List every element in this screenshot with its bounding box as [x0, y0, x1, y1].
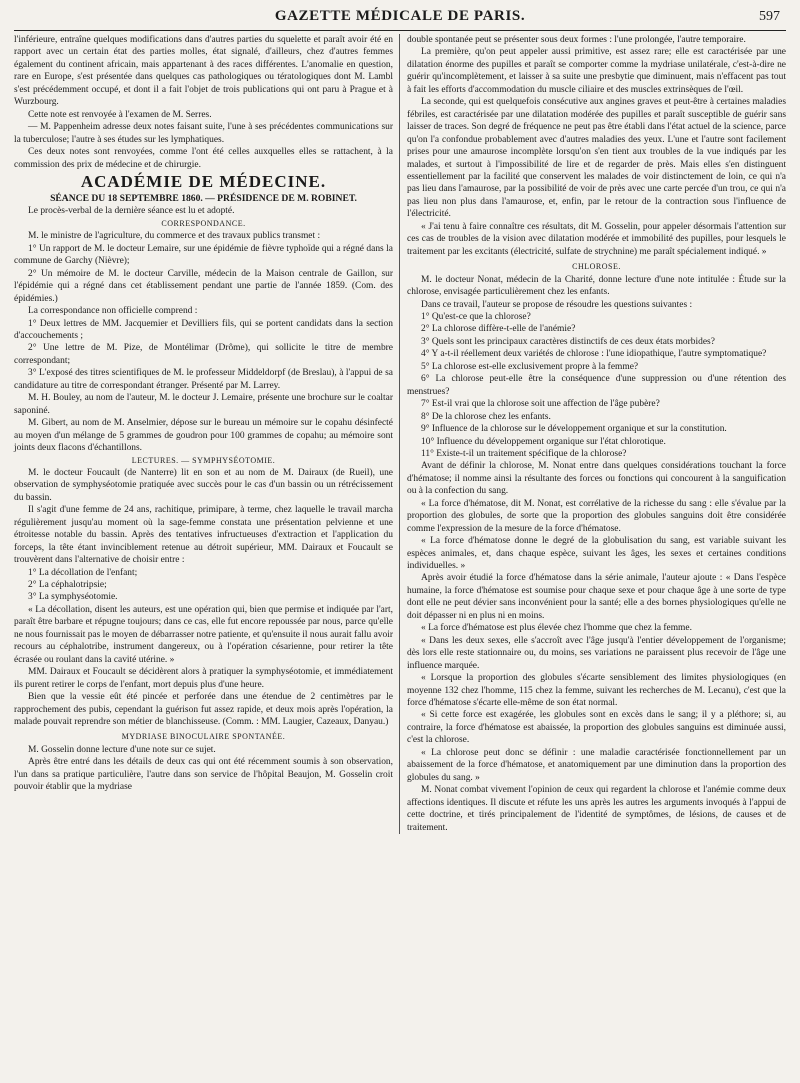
subheading-correspondance: CORRESPONDANCE. [161, 218, 246, 228]
question-item: 1° Qu'est-ce que la chlorose? [421, 311, 531, 322]
seance-heading: SÉANCE DU 18 SEPTEMBRE 1860. — PRÉSIDENCE DE M. ROBINET. [50, 192, 357, 204]
running-header [14, 6, 786, 31]
paragraph: Après avoir étudié la force d'hématose dans la série animale, l'auteur ajoute : « Dans l'espèce humaine, la force d'hématose est soumise pour chaque sexe et pour chaque âge à une sorte de type dont elle ne peut dévier sans inconvénient pour la santé; elle a des bornes physiologiques qu'elle ne doit dépasser ni en plus ni en moins. [407, 573, 786, 621]
paragraph: « Lorsque la proportion des globules s'écarte sensiblement des limites physiologiques (en moyenne 132 chez l'homme, 115 chez la femme, suivant les recherches de M. Lecanu), c'est que la force d'hématose s'écarte elle-même de son état normal. [407, 673, 786, 709]
list-item: 3° L'exposé des titres scientifiques de M. le professeur Middeldorpf (de Breslau), à l'appui de sa candidature au titre de correspondant étranger. Présenté par M. Larrey. [14, 368, 393, 391]
paragraph: La correspondance non officielle comprend : [28, 306, 198, 317]
paragraph: « Dans les deux sexes, elle s'accroît avec l'âge jusqu'à l'entier développement de l'organisme; dès lors elle reste stationnaire ou, du moins, ses variations ne paraissent plus recevoir de l'âge une influence marquée. [407, 635, 786, 671]
paragraph: « La force d'hématose donne le degré de la globulisation du sang, est variable suivant les espèces animales, et, dans chaque espèce, suivant les âges, les sexes et certaines conditions individuelles. » [407, 536, 786, 572]
paragraph: M. le docteur Foucault (de Nanterre) lit en son et au nom de M. Dairaux (de Rueil), une observation de symphyséotomie pratiquée avec succès pour le cas d'un bassin ou un rétrécissement du bassin. [14, 467, 393, 503]
subheading-mydriase: MYDRIASE BINOCULAIRE SPONTANÉE. [121, 732, 286, 742]
list-item: 1° Un rapport de M. le docteur Lemaire, sur une épidémie de fièvre typhoïde qui a régné dans la commune de Garchy (Nièvre); [14, 243, 393, 267]
paragraph: M. Nonat combat vivement l'opinion de ceux qui regardent la chlorose et l'anémie comme deux affections identiques. Il discute et réfute les uns après les autres les arguments invoqués à l'appui de cette doctrine, et tirés principalement de l'identité de symptômes, de lésions, de causes et de traitement. [407, 785, 786, 833]
question-item: 2° La chlorose diffère-t-elle de l'anémie? [421, 324, 576, 335]
question-item: 8° De la chlorose chez les enfants. [421, 411, 551, 422]
question-item: 10° Influence du développement organique sur l'état chlorotique. [421, 436, 666, 447]
paragraph: Dans ce travail, l'auteur se propose de résoudre les questions suivantes : [421, 299, 693, 310]
paragraph: M. le docteur Nonat, médecin de la Charité, donne lecture d'une note intitulée : Étude sur la chlorose, envisagée particulièrement chez les enfants. [407, 274, 786, 298]
list-item: 2° La céphalotripsie; [28, 580, 107, 591]
list-item: 2° Un mémoire de M. le docteur Carville, médecin de la Maison centrale de Gaillon, sur l'épidémie qui a régné dans cet établissement pendant une partie de l'année 1859. (Com. des épidémies.) [14, 268, 393, 304]
list-item: 2° Une lettre de M. Pize, de Montélimar (Drôme), qui sollicite le titre de membre correspondant; [14, 343, 393, 366]
paragraph: Avant de définir la chlorose, M. Nonat entre dans quelques considérations touchant la force d'hématose; il nomme ainsi la résultante des forces ou fonctions qui concourent à la sanguification ou à la confection du sang. [407, 461, 786, 497]
page-number: 597 [759, 9, 780, 24]
section-title-academie: ACADÉMIE DE MÉDECINE. [80, 171, 327, 191]
paragraph: MM. Dairaux et Foucault se décidèrent alors à pratiquer la symphyséotomie, et immédiatement ils purent retirer le corps de l'enfant, mort depuis plus d'une heure. [14, 667, 393, 690]
question-item: 9° Influence de la chlorose sur le développement organique et sur la constitution. [421, 424, 727, 435]
paragraph: M. Gibert, au nom de M. Anselmier, dépose sur le bureau un mémoire sur le copahu désinfecté au moyen d'un mélange de 5 grammes de goudron pour 100 grammes de copahu; au mémoire sont joints deux flacons d'échantillons. [14, 418, 393, 454]
question-item: 4° Y a-t-il réellement deux variétés de chlorose : l'une idiopathique, l'autre symptomatique? [421, 349, 767, 360]
paragraph: « La force d'hématose, dit M. Nonat, est corrélative de la richesse du sang : elle s'évalue par la proportion des globules, de sorte que la proportion des globules sanguins doit être considérée comme l'expression de la mesure de la force d'hématose. [407, 498, 786, 534]
paragraph: M. H. Bouley, au nom de l'auteur, M. le docteur J. Lemaire, présente une brochure sur le coaltar saponiné. [14, 393, 393, 416]
paragraph: « Si cette force est exagérée, les globules sont en excès dans le sang; il y a pléthore; si, au contraire, la force d'hématose est abaissée, la proportion des globules sanguins est diminuée aussi, c'est la chlorose. [407, 710, 786, 746]
paragraph: Bien que la vessie eût été pincée et perforée dans une étendue de 2 centimètres par le rapprochement des pubis, cependant la guérison fut assez rapide, et deux mois après l'opération, la malade pouvait reprendre son métier de blanchisseuse. (Comm. : MM. Laugier, Cazeaux, Danyau.) [14, 692, 393, 728]
subheading-chlorose: CHLOROSE. [572, 262, 621, 272]
paragraph: Il s'agit d'une femme de 24 ans, rachitique, primipare, à terme, chez laquelle le travail marcha régulièrement jusqu'au moment où la sage-femme constata une présentation pelvienne et une étroitesse notable du bassin. Après des tentatives infructueuses d'extraction et l'application du forceps, la tête étant invinciblement retenue au détroit supérieur, MM. Dairaux et Foucault se trouvèrent dans l'alternative de choisir entre : [14, 505, 393, 566]
question-item: 5° La chlorose est-elle exclusivement propre à la femme? [421, 361, 639, 372]
paragraph: double spontanée peut se présenter sous deux formes : l'une prolongée, l'autre temporaire. [407, 35, 746, 45]
paragraph: — M. Pappenheim adresse deux notes faisant suite, l'une à ses précédentes communications sur la tuberculose; l'autre à ses études sur les lymphatiques. [14, 122, 393, 145]
question-item: 3° Quels sont les principaux caractères distinctifs de ces deux états morbides? [421, 336, 715, 347]
paragraph: La seconde, qui est quelquefois consécutive aux angines graves et peut-être à certaines maladies fébriles, est caractérisée par une dilatation modérée des pupilles et paraît susceptible de guérir sans laisser de traces. Son degré de fréquence ne peut pas être établi dans l'état actuel de la science, parce qu'on l'a confondue probablement avec d'autres maladies des yeux. L'une et l'autre sont facilement prises pour une amaurose incomplète lorsqu'on s'en tient aux troubles de la vue indiqués par les malades, et surtout à l'impossibilité de lire et de regarder de près. Mais elles s'en distinguent essentiellement par la facilité que conservent les malades de voir distinctement de loin, ce qui n'a pas lieu dans l'amaurose, par la possibilité de voir de près avec une carte percée d'un trou, ce qui n'a pas lieu non plus dans l'amaurose, et, enfin, par le retour de la contraction sous l'influence de l'électricité. [407, 97, 786, 220]
list-item: 1° La décollation de l'enfant; [28, 567, 138, 578]
paragraph: « La chlorose peut donc se définir : une maladie caractérisée fonctionnellement par un abaissement de la force d'hématose, et anatomiquement par une diminution dans la proportion des globules du sang. » [407, 747, 786, 783]
paragraph: M. Gosselin donne lecture d'une note sur ce sujet. [28, 744, 216, 755]
subheading-lectures: LECTURES. — SYMPHYSÉOTOMIE. [131, 455, 276, 465]
two-column-body [14, 34, 786, 834]
paragraph: « J'ai tenu à faire connaître ces résultats, dit M. Gosselin, pour appeler désormais l'attention sur ces cas de troubles de la vision avec dilatation modérée et immobilité des pupilles, pour lesquels le traitement par les excitants (électricité, sulfate de strychnine) me paraît spécialement indiqué. » [407, 221, 786, 257]
paragraph: La première, qu'on peut appeler aussi primitive, est assez rare; elle est caractérisée par une dilatation énorme des pupilles et paraît se comporter comme la mydriase unilatérale, c'est-à-dire ne guérir qu'incomplètement, et laisser à sa suite une presbytie que diminuent, mais n'effacent pas tout à fait les efforts d'accommodation du muscle ciliaire et des muscles extrinsèques de l'œil. [407, 47, 786, 95]
list-item: 3° La symphyséotomie. [28, 592, 118, 603]
paragraph: « La force d'hématose est plus élevée chez l'homme que chez la femme. [421, 623, 692, 634]
paragraph: M. le ministre de l'agriculture, du commerce et des travaux publics transmet : [28, 231, 321, 242]
question-item: 6° La chlorose peut-elle être la conséquence d'une suppression ou d'une rétention des menstrues? [407, 374, 786, 397]
paragraph: « La décollation, disent les auteurs, est une opération qui, bien que permise et indiquée par l'art, paraît être barbare et répugne toujours; dans ce cas, elle fut encore repoussée par nous, parce qu'elle ne nous fournissait pas le moyen de débarrasser notre patiente, et qu'ensuite il nous aurait fallu avoir recours au céphalotribe, instrument dangereux, ou à l'opération césarienne, pour retirer la tête écrasée ou roulant dans la cavité utérine. » [14, 604, 393, 665]
right-column [399, 34, 786, 834]
left-column [14, 34, 399, 834]
list-item: 1° Deux lettres de MM. Jacquemier et Devilliers fils, qui se portent candidats dans la section d'accouchements ; [14, 318, 393, 341]
paragraph: Après être entré dans les détails de deux cas qui ont été récemment soumis à son observation, l'un dans sa pratique particulière, l'autre dans son service de l'hôpital Beaujon, M. Gosselin croit pouvoir établir que la mydriase [14, 757, 393, 793]
paragraph: Le procès-verbal de la dernière séance est lu et adopté. [28, 206, 235, 217]
question-item: 7° Est-il vrai que la chlorose soit une affection de l'âge pubère? [421, 399, 660, 410]
question-item: 11° Existe-t-il un traitement spécifique de la chlorose? [421, 448, 627, 459]
journal-title: GAZETTE MÉDICALE DE PARIS. [274, 8, 526, 24]
paragraph: l'inférieure, entraîne quelques modifications dans d'autres parties du squelette et paraît avoir été en rapport avec un certain état des parties molles, état signalé, d'ailleurs, chez d'autres femmes également du continent africain, mais appartenant à des races différentes. L'anomalie en question, rare en Europe, s'est présentée dans quelques cas pathologiques ou tératologiques dont M. Lambl s'est précédemment occupé, et dont il a fait l'objet de trois publications qui ont paru à Prague et à Wurzbourg. [14, 35, 393, 108]
paragraph: Cette note est renvoyée à l'examen de M. Serres. [28, 109, 212, 120]
paragraph: Ces deux notes sont renvoyées, comme l'ont été celles auxquelles elles se rattachent, à la commission des prix de médecine et de chirurgie. [14, 147, 393, 170]
